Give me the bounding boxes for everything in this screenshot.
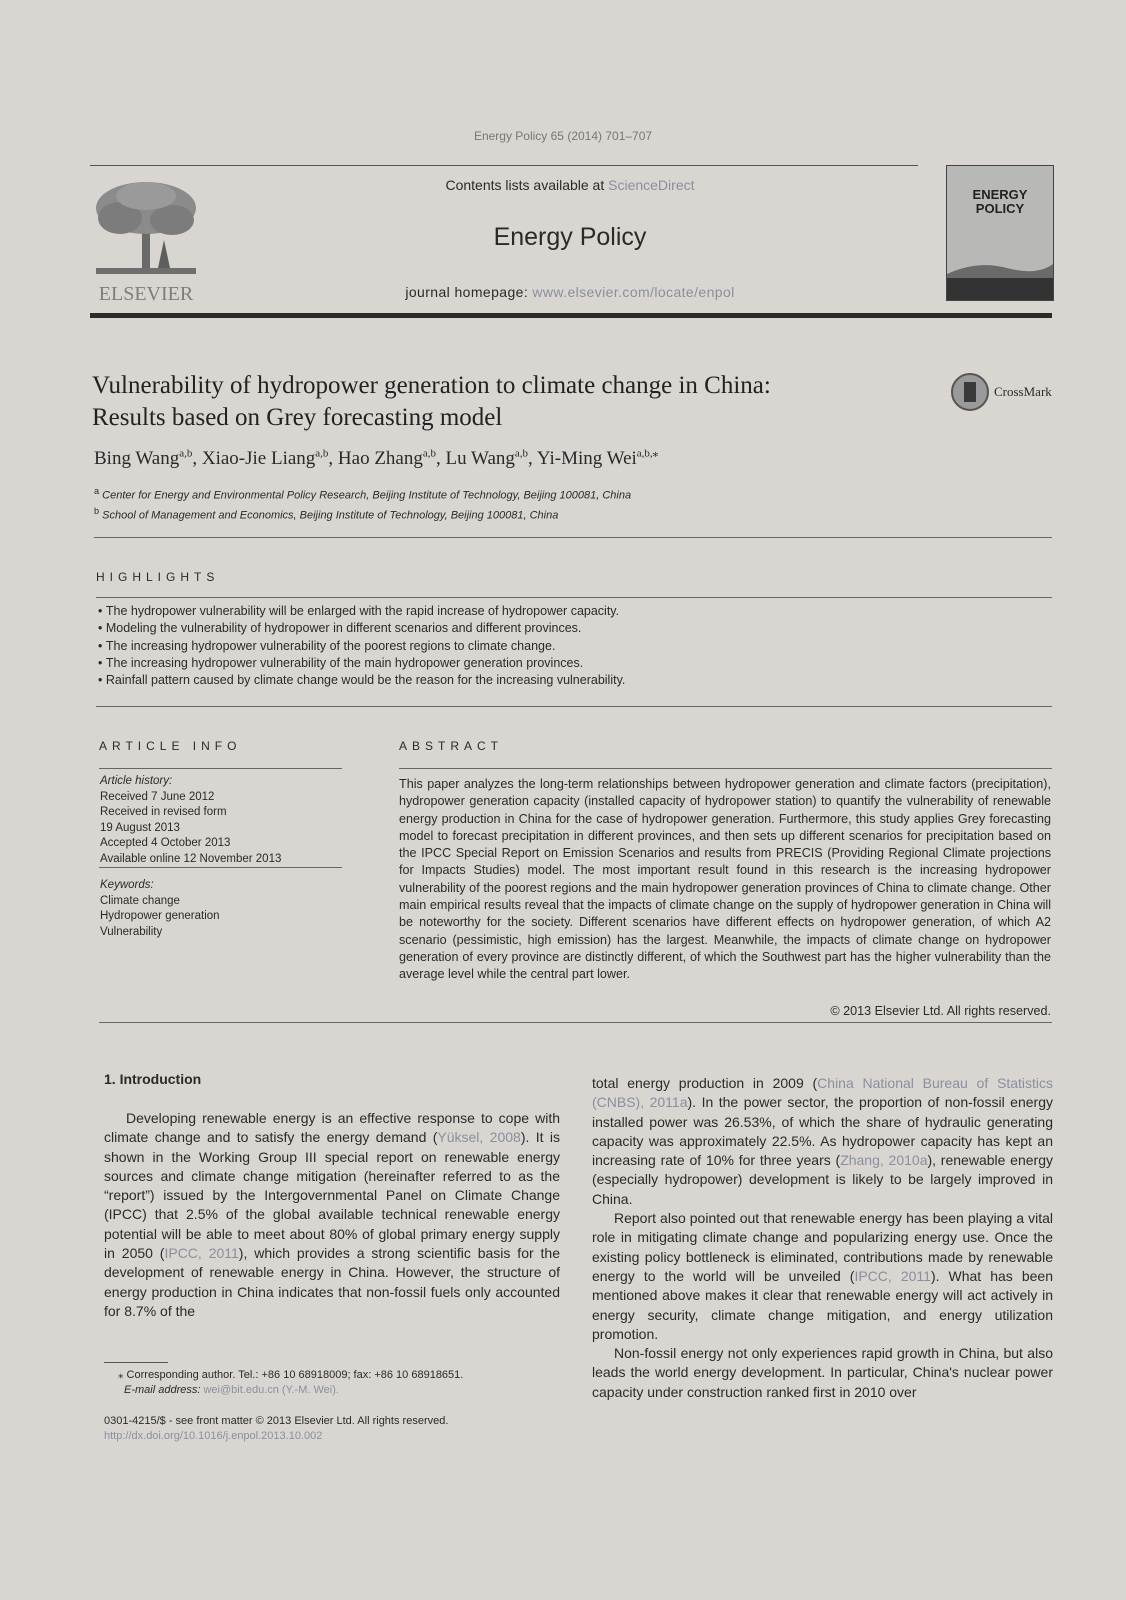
article-title-line1: Vulnerability of hydropower generation to climate change in China: <box>92 372 771 399</box>
author: Bing Wang$^{a,b}$, <box>94 448 202 470</box>
right-column <box>592 1074 1053 1402</box>
left-column <box>104 1109 560 1321</box>
abstract-text: This paper analyzes the long-term relationships between hydropower generation and climate factors (precipitation), hydropower generation capacity (installed capacity of hydropower station) to quantify the vulnerability of renewable energy production in China for the case of hydropower generation. Furthermore, this study applies Grey forecasting model to forecast precipitation in different provinces, and then sets up different scenarios for precipitation based on the IPCC Special Report on Emission Scenarios and results from PRECIS (Providing Regional Climate projections for Impacts Studies) model. The most important result found in this research is the increasing hydropower vulnerability of the poorest regions and the main hydropower generation provinces of China to climate change. Other main empirical results reveal that the impacts of climate change on the supply of hydropower generation in China will be noteworthy for the society. Different scenarios have different effects on hydropower generation, of which A2 scenario (pessimistic, high emission) has the largest. Meanwhile, the impacts of climate change on hydropower generation of every province are distinctly different, of which the Southwest part has the higher vulnerability than the average level while the central part lower. <box>399 777 1051 982</box>
email-link[interactable]: wei@bit.edu.cn (Y.-M. Wei). <box>203 1384 339 1396</box>
cover-title <box>947 188 1053 216</box>
corresponding-author: ⁎ Corresponding author. Tel.: +86 10 68918009; fax: +86 10 68918651. <box>118 1369 464 1381</box>
abstract-heading: ABSTRACT <box>399 739 504 753</box>
ref-zhang-2010a[interactable]: Zhang, 2010a <box>840 1152 928 1169</box>
homepage-link[interactable]: www.elsevier.com/locate/enpol <box>532 284 735 300</box>
ref-cnbs-2011a[interactable]: China National Bureau of Statistics (CNBS), 2011a <box>592 1075 1053 1111</box>
issn-block <box>104 1414 574 1444</box>
contents-line <box>210 177 930 193</box>
abstract-copyright: © 2013 Elsevier Ltd. All rights reserved. <box>830 1004 1051 1018</box>
keyword: Vulnerability <box>100 925 163 938</box>
highlights-list <box>98 603 1048 689</box>
issn-line: 0301-4215/$ - see front matter © 2013 Elsevier Ltd. All rights reserved. <box>104 1415 449 1427</box>
highlights-heading: HIGHLIGHTS <box>96 570 220 584</box>
author: Xiao-Jie Liang$^{a,b}$, <box>201 448 338 470</box>
contents-prefix: Contents lists available at <box>445 177 609 193</box>
ref-ipcc-2011[interactable]: IPCC, 2011 <box>164 1245 239 1262</box>
journal-reference: Energy Policy 65 (2014) 701–707 <box>473 129 653 143</box>
article-title-line2: Results based on Grey forecasting model <box>92 404 503 431</box>
footnote-rule <box>104 1362 168 1363</box>
history-entry: Received 7 June 2012 <box>100 790 215 803</box>
corresponding-footnote <box>104 1368 574 1398</box>
article-title <box>92 370 932 434</box>
intro-paragraph-1-continued: total energy production in 2009 (China National Bureau of Statistics (CNBS), 2011a). In the power sector, the proportion of non-fossil energy installed power was 26.53%, of which the share of hydraulic generating capacity was approximately 22.5%. As hydropower capacity has kept an increasing rate of 10% for three years (Zhang, 2010a), renewable energy (especially hydropower) development is likely to be largely improved in China. <box>592 1075 1053 1207</box>
affiliation-a: $^a$ Center for Energy and Environmental Policy Research, Beijing Institute of Technology, Beijing 100081, China <box>94 486 632 502</box>
author: Lu Wang$^{a,b}$, <box>445 448 537 470</box>
crossmark-badge[interactable] <box>950 372 1060 412</box>
title-block-rule <box>94 537 1052 538</box>
history-entry: 19 August 2013 <box>100 821 180 834</box>
crossmark-icon <box>950 372 990 412</box>
doi-link[interactable]: http://dx.doi.org/10.1016/j.enpol.2013.10.002 <box>104 1430 323 1442</box>
affiliation-b: $^b$ School of Management and Economics, Beijing Institute of Technology, Beijing 100081, China <box>94 505 559 522</box>
author: Hao Zhang$^{a,b}$, <box>337 448 446 470</box>
keyword: Climate change <box>100 894 180 907</box>
cover-title-line2: POLICY <box>975 201 1025 216</box>
highlight-item: • The increasing hydropower vulnerability of the main hydropower generation provinces. <box>98 655 1048 672</box>
author: Yi-Ming Wei$^{a,b,⁎}$ <box>536 448 659 470</box>
introduction-heading: 1. Introduction <box>104 1071 202 1087</box>
keywords <box>100 878 345 940</box>
abstract-rule <box>399 768 1052 769</box>
journal-cover <box>946 165 1054 301</box>
keywords-label: Keywords: <box>100 879 154 891</box>
journal-name: Energy Policy <box>493 223 647 251</box>
article-info-heading: ARTICLE INFO <box>99 739 242 753</box>
history-label: Article history: <box>100 775 173 787</box>
intro-paragraph-1: Developing renewable energy is an effective response to cope with climate change and to satisfy the energy demand (Yüksel, 2008). It is shown in the Working Group III special report on renewable energy sources and climate change mitigation (hereinafter referred to as the “report”) issued by the Intergovernmental Panel on Climate Change (IPCC) that 2.5% of the global available technical renewable energy potential will be able to meet about 80% of global primary energy supply in 2050 (IPCC, 2011), which provides a strong scientific basis for the development of renewable energy in China. However, the structure of energy production in China indicates that non-fossil fuels only accounted for 8.7% of the <box>104 1110 560 1319</box>
history-entry: Available online 12 November 2013 <box>100 852 282 865</box>
homepage-prefix: journal homepage: <box>405 284 533 300</box>
highlight-item: • Modeling the vulnerability of hydropower in different scenarios and different provinces. <box>98 620 1048 637</box>
author-list <box>94 447 994 470</box>
highlight-item: • The increasing hydropower vulnerability of the poorest regions to climate change. <box>98 638 1048 655</box>
elsevier-wordmark: ELSEVIER <box>98 283 194 305</box>
affiliations <box>94 484 994 523</box>
sciencedirect-link[interactable]: ScienceDirect <box>608 177 695 193</box>
header-bottom-rule <box>90 313 1052 318</box>
cover-title-line1: ENERGY <box>972 187 1028 202</box>
article-info-rule <box>99 768 342 769</box>
history-entry: Received in revised form <box>100 806 227 818</box>
journal-homepage-line <box>210 284 930 300</box>
cover-band <box>947 278 1053 300</box>
header-top-rule <box>90 165 918 166</box>
highlights-top-rule <box>96 597 1052 598</box>
elsevier-logo <box>90 178 202 308</box>
abstract-bottom-rule <box>99 1022 1052 1023</box>
history-entry: Accepted 4 October 2013 <box>100 837 231 849</box>
intro-paragraph-2: Report also pointed out that renewable energy has been playing a vital role in mitigating climate change and popularizing energy use. Once the existing policy bottleneck is eliminated, contributions made by renewable energy to the world will be unveiled (IPCC, 2011). What has been mentioned above makes it clear that renewable energy will act actively in energy security, climate change mitigation, and energy utilization promotion. <box>592 1210 1053 1342</box>
intro-paragraph-3: Non-fossil energy not only experiences rapid growth in China, but also leads the world energy development. In particular, China's nuclear power capacity under construction ranked first in 2010 over <box>592 1345 1053 1400</box>
email-line: E-mail address: wei@bit.edu.cn (Y.-M. Wei). <box>124 1384 339 1396</box>
crossmark-label: CrossMark <box>994 384 1052 399</box>
highlight-item: • Rainfall pattern caused by climate change would be the reason for the increasing vulnerability. <box>98 672 1048 689</box>
article-history <box>100 774 345 867</box>
ref-ipcc-2011-b[interactable]: IPCC, 2011 <box>854 1267 931 1284</box>
highlights-bottom-rule <box>96 706 1052 707</box>
ref-yuksel-2008[interactable]: Yüksel, 2008 <box>437 1129 521 1146</box>
keyword: Hydropower generation <box>100 910 220 922</box>
highlight-item: • The hydropower vulnerability will be enlarged with the rapid increase of hydropower capacity. <box>98 603 1048 620</box>
history-rule <box>99 867 342 868</box>
